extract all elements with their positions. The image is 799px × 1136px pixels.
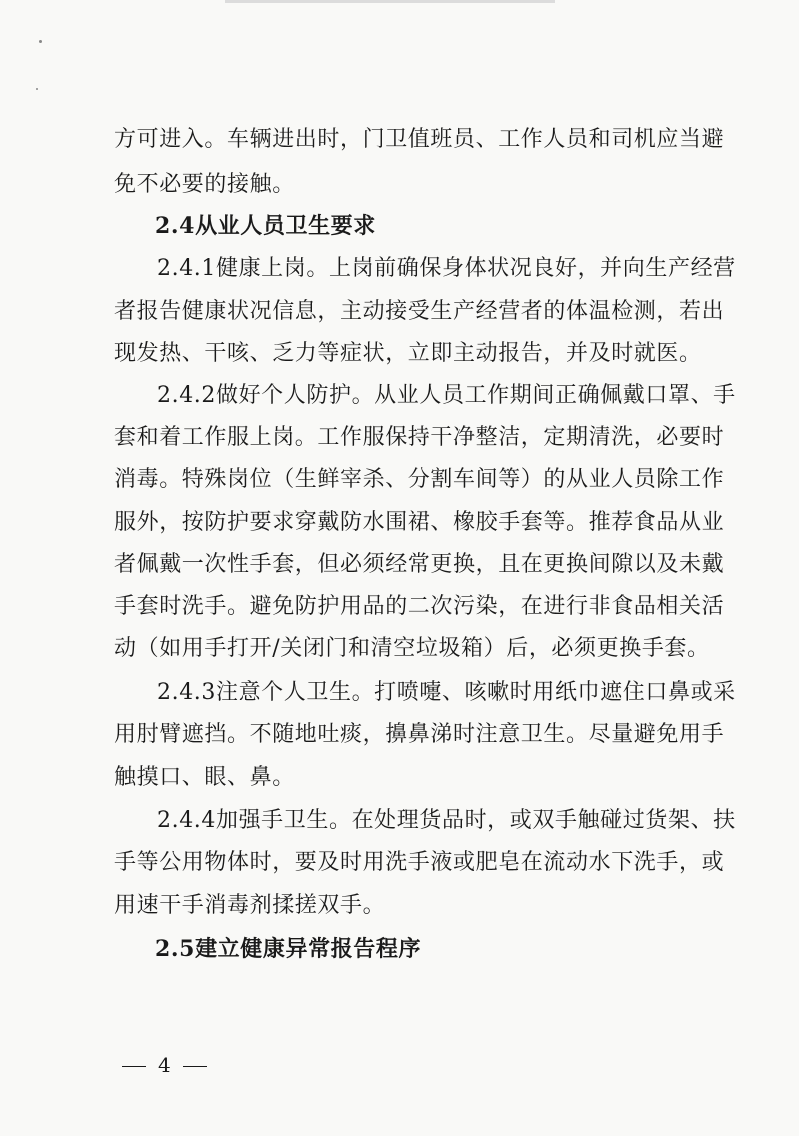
body-text-line: 套和着工作服上岗。工作服保持干净整洁，定期清洗，必要时 [114, 425, 725, 450]
scan-speck [36, 88, 38, 90]
body-text-line: 动（如用手打开/关闭门和清空垃圾箱）后，必须更换手套。 [114, 636, 710, 661]
paragraph-start-2-4-2: 2.4.2做好个人防护。从业人员工作期间正确佩戴口罩、手 [157, 383, 736, 408]
scan-edge-mark [225, 0, 555, 3]
body-text-line: 消毒。特殊岗位（生鲜宰杀、分割车间等）的从业人员除工作 [114, 467, 725, 492]
body-text-line: 用速干手消毒剂揉搓双手。 [114, 893, 386, 918]
paragraph-start-2-4-3: 2.4.3注意个人卫生。打喷嚏、咳嗽时用纸巾遮住口鼻或采 [157, 680, 736, 705]
footer-dash-left [122, 1066, 146, 1068]
section-heading-2-5: 2.5建立健康异常报告程序 [155, 936, 422, 962]
page-footer [122, 1050, 207, 1080]
paragraph-start-2-4-1: 2.4.1健康上岗。上岗前确保身体状况良好，并向生产经营 [157, 256, 736, 281]
paragraph-start-2-4-4: 2.4.4加强手卫生。在处理货品时，或双手触碰过货架、扶 [157, 808, 736, 833]
body-text-line: 方可进入。车辆进出时，门卫值班员、工作人员和司机应当避 [114, 127, 725, 152]
body-text-line: 触摸口、眼、鼻。 [114, 765, 295, 790]
page-number: 4 [158, 1053, 172, 1077]
body-text-line: 服外，按防护要求穿戴防水围裙、橡胶手套等。推荐食品从业 [114, 510, 725, 535]
body-text-line: 免不必要的接触。 [114, 172, 295, 197]
scan-speck [39, 40, 42, 43]
body-text-line: 者报告健康状况信息，主动接受生产经营者的体温检测，若出 [114, 299, 725, 324]
body-text-line: 手等公用物体时，要及时用洗手液或肥皂在流动水下洗手，或 [114, 850, 725, 875]
footer-dash-right [183, 1066, 207, 1068]
body-text-line: 者佩戴一次性手套，但必须经常更换，且在更换间隙以及未戴 [114, 552, 725, 577]
section-heading-2-4: 2.4从业人员卫生要求 [155, 213, 376, 239]
body-text-line: 用肘臂遮挡。不随地吐痰，擤鼻涕时注意卫生。尽量避免用手 [114, 722, 725, 747]
body-text-line: 手套时洗手。避免防护用品的二次污染，在进行非食品相关活 [114, 594, 725, 619]
body-text-line: 现发热、干咳、乏力等症状，立即主动报告，并及时就医。 [114, 341, 702, 366]
